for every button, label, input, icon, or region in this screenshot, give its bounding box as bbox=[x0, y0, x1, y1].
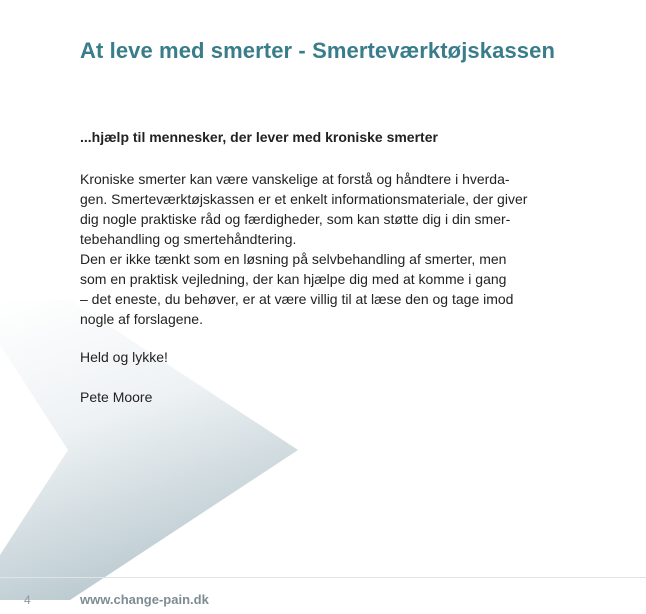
body-paragraph bbox=[80, 169, 550, 329]
body-line: dig nogle praktiske råd og færdigheder, som kan støtte dig i din smer- bbox=[80, 211, 511, 227]
body-line: Den er ikke tænkt som en løsning på selvbehandling af smerter, men bbox=[80, 251, 507, 267]
body-line: gen. Smerteværktøjskassen er et enkelt informationsmateriale, der giver bbox=[80, 191, 528, 207]
greeting: Held og lykke! bbox=[80, 349, 168, 365]
website-link[interactable]: www.change-pain.dk bbox=[80, 592, 209, 607]
page-number: 4 bbox=[24, 593, 31, 607]
body-line: som en praktisk vejledning, der kan hjælpe dig med at komme i gang bbox=[80, 271, 507, 287]
body-line: – det eneste, du behøver, er at være villig til at læse den og tage imod bbox=[80, 291, 514, 307]
main-content bbox=[80, 127, 550, 407]
page-title: At leve med smerter - Smerteværktøjskassen bbox=[80, 38, 555, 63]
signature: Pete Moore bbox=[80, 389, 153, 405]
footer-divider bbox=[0, 577, 646, 578]
body-line: Kroniske smerter kan være vanskelige at forstå og håndtere i hverda- bbox=[80, 171, 510, 187]
body-line: nogle af forslagene. bbox=[80, 311, 203, 327]
subtitle: ...hjælp til mennesker, der lever med kroniske smerter bbox=[80, 129, 438, 145]
body-line: tebehandling og smertehåndtering. bbox=[80, 231, 297, 247]
